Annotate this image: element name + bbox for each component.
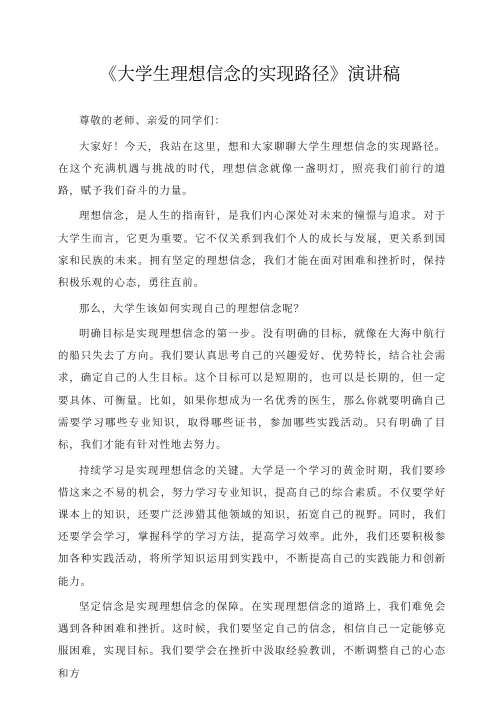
salutation: 尊敬的老师、亲爱的同学们： [79, 115, 226, 127]
paragraph-continuous-learning: 持续学习是实现理想信念的关键。大学是一个学习的黄金时期，我们要珍惜这来之不易的机会，努力学习专业知识，提高自己的综合素质。不仅要学好课本上的知识，还要广泛涉猎其他领域的知识，拓宽自己的视野。同时，我们还要学会学习，掌握科学的学习方法，提高学习效率。此外，我们还要积极参加各种实践活动，将所学知识运用到实践中，不断提高自己的实践能力和创新能力。 [58, 464, 446, 588]
paragraph-clear-goals: 明确目标是实现理想信念的第一步。没有明确的目标，就像在大海中航行的船只失去了方向。我们要认真思考自己的兴趣爱好、优势特长，结合社会需求，确定自己的人生目标。这个目标可以是短期的，也可以是长期的，但一定要具体、可衡量。比如，如果你想成为一名优秀的医生，那么你就要明确自己需要学习哪些专业知识，取得哪些证书，参加哪些实践活动。只有明确了目标，我们才能有针对性地去努力。 [58, 328, 446, 452]
paragraph-definition: 理想信念，是人生的指南针，是我们内心深处对未来的憧憬与追求。对于大学生而言，它更为重要。它不仅关系到我们个人的成长与发展，更关系到国家和民族的未来。拥有坚定的理想信念，我们才能在面对困难和挫折时，保持积极乐观的心态，勇往直前。 [58, 210, 446, 290]
paragraph-greeting: 大家好！今天，我站在这里，想和大家聊聊大学生理想信念的实现路径。在这个充满机遇与挑战的时代，理想信念就像一盏明灯，照亮我们前行的道路，赋予我们奋斗的力量。 [58, 140, 446, 197]
speech-body [58, 110, 446, 688]
paragraph-firm-belief: 坚定信念是实现理想信念的保障。在实现理想信念的道路上，我们难免会遇到各种困难和挫折。这时候，我们要坚定自己的信念，相信自己一定能够克服困难，实现目标。我们要学会在挫折中汲取经验教训，不断调整自己的心态和方 [58, 601, 446, 680]
paragraph-question: 那么，大学生该如何实现自己的理想信念呢？ [79, 302, 305, 315]
page-title: 《大学生理想信念的实现路径》演讲稿 [99, 65, 401, 85]
